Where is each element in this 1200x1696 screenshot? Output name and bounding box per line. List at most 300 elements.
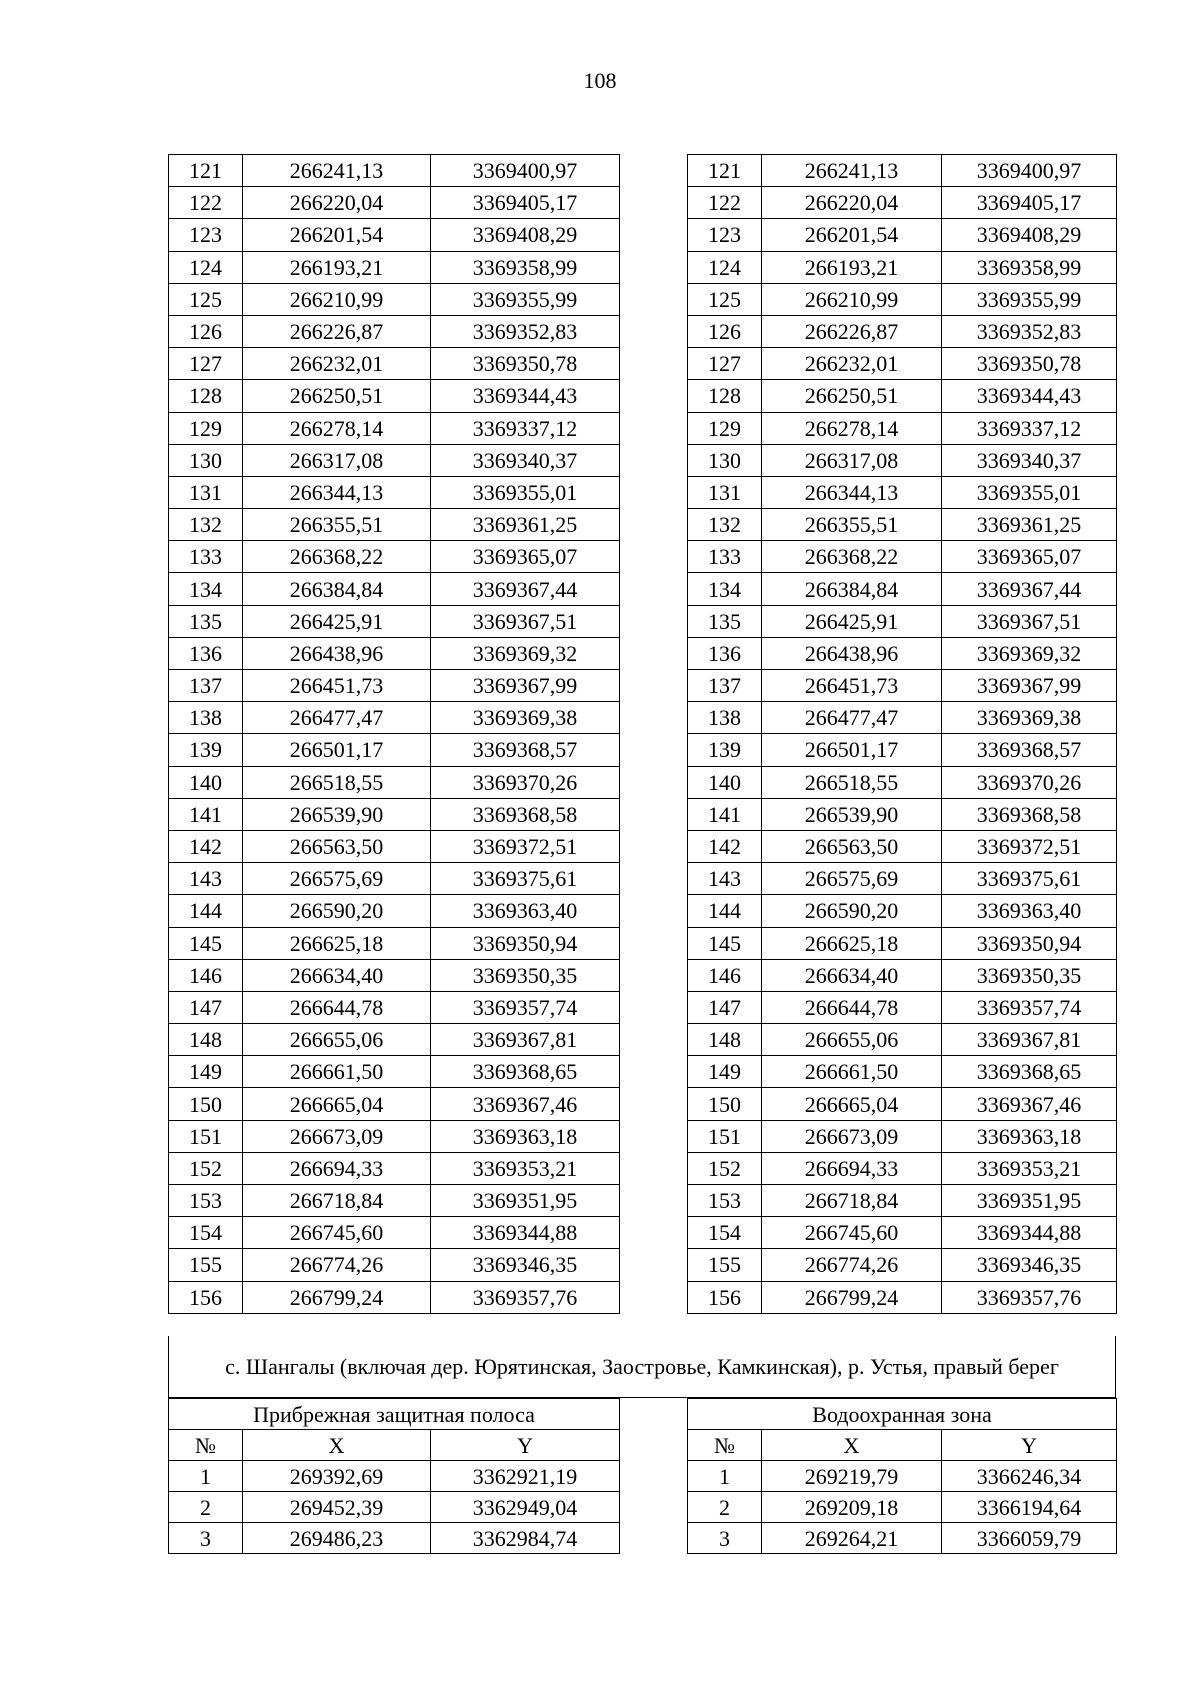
water-protection-zone-table (687, 1398, 1117, 1554)
coastal-cell-y: 3369363,18 (431, 1120, 620, 1152)
coastal-cell-number: 142 (169, 830, 243, 862)
table-row (169, 348, 1117, 380)
coastal-cell-x: 266661,50 (243, 1056, 431, 1088)
water-cell-y: 3369358,99 (942, 251, 1117, 283)
water-cell-x: 266278,14 (762, 412, 942, 444)
column-gap (620, 412, 688, 444)
coastal-cell-number: 128 (169, 380, 243, 412)
water-cell-number: 125 (688, 283, 762, 315)
coastal-cell-number: 130 (169, 444, 243, 476)
coastal-cell-number: 127 (169, 348, 243, 380)
coastal-cell-x: 266226,87 (243, 315, 431, 347)
water-cell-number: 132 (688, 509, 762, 541)
column-gap (620, 283, 688, 315)
water-cell-number: 131 (688, 476, 762, 508)
table-row (169, 959, 1117, 991)
water-cell-number: 156 (688, 1281, 762, 1313)
coastal-protection-strip-table (168, 1398, 620, 1554)
coastal-cell-x: 266368,22 (243, 541, 431, 573)
coastal-cell-y: 3369353,21 (431, 1152, 620, 1184)
table-row (688, 1492, 1117, 1523)
coastal-cell-x: 266193,21 (243, 251, 431, 283)
water-cell-y: 3369351,95 (942, 1185, 1117, 1217)
coastal-cell-x: 266384,84 (243, 573, 431, 605)
water-cell-y: 3369367,51 (942, 605, 1117, 637)
coastal-cell-y: 3369367,99 (431, 670, 620, 702)
water-cell-number: 137 (688, 670, 762, 702)
water-cell-y: 3369408,29 (942, 219, 1117, 251)
water-cell-number: 152 (688, 1152, 762, 1184)
cell-x: 269392,69 (243, 1461, 431, 1492)
water-header-x: X (762, 1430, 942, 1461)
coastal-cell-y: 3369365,07 (431, 541, 620, 573)
coastal-cell-y: 3369375,61 (431, 863, 620, 895)
table-row (169, 541, 1117, 573)
coastal-cell-y: 3369370,26 (431, 766, 620, 798)
coastal-cell-number: 144 (169, 895, 243, 927)
water-cell-number: 155 (688, 1249, 762, 1281)
coastal-cell-x: 266655,06 (243, 1024, 431, 1056)
table-row (169, 380, 1117, 412)
water-cell-x: 266250,51 (762, 380, 942, 412)
coastal-cell-y: 3369344,88 (431, 1217, 620, 1249)
water-cell-number: 124 (688, 251, 762, 283)
table-row (169, 1056, 1117, 1088)
water-cell-number: 138 (688, 702, 762, 734)
coastal-cell-x: 266799,24 (243, 1281, 431, 1313)
coastal-cell-y: 3369344,43 (431, 380, 620, 412)
coastal-cell-x: 266718,84 (243, 1185, 431, 1217)
water-cell-x: 266384,84 (762, 573, 942, 605)
column-gap (620, 1217, 688, 1249)
column-gap (620, 830, 688, 862)
table-row (169, 1281, 1117, 1313)
coastal-cell-number: 121 (169, 155, 243, 187)
water-cell-y: 3369337,12 (942, 412, 1117, 444)
cell-number: 2 (169, 1492, 243, 1523)
coastal-cell-number: 148 (169, 1024, 243, 1056)
water-cell-y: 3369350,78 (942, 348, 1117, 380)
cell-number: 2 (688, 1492, 762, 1523)
water-cell-y: 3369355,01 (942, 476, 1117, 508)
coastal-cell-y: 3369350,35 (431, 959, 620, 991)
coastal-cell-number: 138 (169, 702, 243, 734)
water-cell-y: 3369369,38 (942, 702, 1117, 734)
coastal-cell-y: 3369352,83 (431, 315, 620, 347)
water-cell-number: 122 (688, 187, 762, 219)
cell-y: 3366194,64 (942, 1492, 1117, 1523)
water-cell-number: 148 (688, 1024, 762, 1056)
table-row (169, 573, 1117, 605)
column-gap (620, 863, 688, 895)
water-cell-y: 3369357,76 (942, 1281, 1117, 1313)
coastal-cell-x: 266590,20 (243, 895, 431, 927)
column-gap (620, 1024, 688, 1056)
coastal-cell-number: 131 (169, 476, 243, 508)
column-gap (620, 927, 688, 959)
table-row (169, 734, 1117, 766)
coastal-cell-x: 266539,90 (243, 798, 431, 830)
cell-y: 3366059,79 (942, 1523, 1117, 1554)
water-cell-x: 266774,26 (762, 1249, 942, 1281)
coastal-cell-y: 3369405,17 (431, 187, 620, 219)
water-cell-y: 3369370,26 (942, 766, 1117, 798)
table-row (169, 187, 1117, 219)
column-gap (620, 991, 688, 1023)
coastal-header-y: Y (431, 1430, 620, 1461)
table-row (169, 509, 1117, 541)
coastal-cell-x: 266355,51 (243, 509, 431, 541)
coastal-cell-x: 266210,99 (243, 283, 431, 315)
water-cell-number: 128 (688, 380, 762, 412)
water-cell-x: 266201,54 (762, 219, 942, 251)
table-row (169, 702, 1117, 734)
water-cell-y: 3369344,43 (942, 380, 1117, 412)
column-gap (620, 895, 688, 927)
coastal-cell-y: 3369367,81 (431, 1024, 620, 1056)
water-cell-number: 136 (688, 637, 762, 669)
table-row (169, 1249, 1117, 1281)
coastal-cell-number: 122 (169, 187, 243, 219)
table-row (169, 1152, 1117, 1184)
coastal-cell-number: 143 (169, 863, 243, 895)
water-cell-number: 147 (688, 991, 762, 1023)
water-cell-x: 266718,84 (762, 1185, 942, 1217)
water-cell-number: 139 (688, 734, 762, 766)
water-cell-x: 266745,60 (762, 1217, 942, 1249)
coastal-cell-x: 266317,08 (243, 444, 431, 476)
cell-x: 269219,79 (762, 1461, 942, 1492)
column-gap (620, 444, 688, 476)
column-gap (620, 734, 688, 766)
water-cell-number: 153 (688, 1185, 762, 1217)
water-cell-number: 127 (688, 348, 762, 380)
column-gap (620, 959, 688, 991)
coastal-cell-y: 3369350,94 (431, 927, 620, 959)
table-row (688, 1461, 1117, 1492)
water-cell-number: 140 (688, 766, 762, 798)
coastal-cell-number: 154 (169, 1217, 243, 1249)
water-cell-number: 144 (688, 895, 762, 927)
table-row (169, 283, 1117, 315)
coastal-cell-x: 266451,73 (243, 670, 431, 702)
water-cell-number: 141 (688, 798, 762, 830)
column-gap (620, 605, 688, 637)
cell-y: 3362921,19 (431, 1461, 620, 1492)
table-row (169, 444, 1117, 476)
coastal-cell-y: 3369367,51 (431, 605, 620, 637)
table-row (169, 798, 1117, 830)
coastal-cell-x: 266625,18 (243, 927, 431, 959)
water-cell-x: 266226,87 (762, 315, 942, 347)
water-cell-number: 146 (688, 959, 762, 991)
coastal-cell-y: 3369355,01 (431, 476, 620, 508)
column-gap (620, 251, 688, 283)
water-cell-x: 266317,08 (762, 444, 942, 476)
water-cell-x: 266799,24 (762, 1281, 942, 1313)
water-cell-number: 142 (688, 830, 762, 862)
water-cell-x: 266425,91 (762, 605, 942, 637)
coastal-cell-y: 3369363,40 (431, 895, 620, 927)
water-cell-y: 3369405,17 (942, 187, 1117, 219)
coastal-cell-number: 135 (169, 605, 243, 637)
column-gap (620, 219, 688, 251)
water-cell-number: 149 (688, 1056, 762, 1088)
water-cell-y: 3369368,65 (942, 1056, 1117, 1088)
table-row (169, 251, 1117, 283)
water-cell-x: 266210,99 (762, 283, 942, 315)
column-gap (620, 766, 688, 798)
cell-number: 1 (688, 1461, 762, 1492)
water-cell-number: 126 (688, 315, 762, 347)
water-cell-y: 3369375,61 (942, 863, 1117, 895)
water-cell-y: 3369346,35 (942, 1249, 1117, 1281)
coastal-cell-x: 266241,13 (243, 155, 431, 187)
coastal-cell-y: 3369351,95 (431, 1185, 620, 1217)
table-row (169, 830, 1117, 862)
water-cell-number: 135 (688, 605, 762, 637)
water-cell-y: 3369367,46 (942, 1088, 1117, 1120)
coastal-cell-number: 145 (169, 927, 243, 959)
coastal-cell-number: 156 (169, 1281, 243, 1313)
column-gap (620, 509, 688, 541)
coastal-cell-x: 266673,09 (243, 1120, 431, 1152)
coastal-cell-x: 266250,51 (243, 380, 431, 412)
water-cell-x: 266625,18 (762, 927, 942, 959)
page-number: 108 (583, 68, 617, 93)
coastal-table-title: Прибрежная защитная полоса (169, 1399, 620, 1430)
coastal-cell-y: 3369367,46 (431, 1088, 620, 1120)
coastal-cell-x: 266344,13 (243, 476, 431, 508)
water-cell-x: 266438,96 (762, 637, 942, 669)
water-cell-number: 123 (688, 219, 762, 251)
water-cell-x: 266539,90 (762, 798, 942, 830)
water-table-title: Водоохранная зона (688, 1399, 1117, 1430)
column-gap (620, 670, 688, 702)
cell-number: 3 (688, 1523, 762, 1554)
coastal-cell-y: 3369372,51 (431, 830, 620, 862)
water-cell-y: 3369368,57 (942, 734, 1117, 766)
table-row (169, 605, 1117, 637)
water-cell-x: 266655,06 (762, 1024, 942, 1056)
water-cell-y: 3369340,37 (942, 444, 1117, 476)
coastal-cell-y: 3369361,25 (431, 509, 620, 541)
table-row (169, 155, 1117, 187)
column-gap (620, 1120, 688, 1152)
coastal-cell-y: 3369368,58 (431, 798, 620, 830)
column-gap (620, 1249, 688, 1281)
coastal-cell-y: 3369369,32 (431, 637, 620, 669)
coastal-cell-x: 266563,50 (243, 830, 431, 862)
water-cell-number: 134 (688, 573, 762, 605)
water-cell-y: 3369367,44 (942, 573, 1117, 605)
table-row (169, 1523, 620, 1554)
cell-number: 1 (169, 1461, 243, 1492)
coastal-cell-x: 266634,40 (243, 959, 431, 991)
table-row (169, 637, 1117, 669)
water-cell-y: 3369355,99 (942, 283, 1117, 315)
coastal-cell-number: 133 (169, 541, 243, 573)
coastal-cell-number: 153 (169, 1185, 243, 1217)
water-cell-y: 3369372,51 (942, 830, 1117, 862)
coastal-cell-number: 140 (169, 766, 243, 798)
coastal-cell-y: 3369367,44 (431, 573, 620, 605)
coastal-cell-number: 136 (169, 637, 243, 669)
coastal-cell-x: 266220,04 (243, 187, 431, 219)
water-cell-y: 3369353,21 (942, 1152, 1117, 1184)
water-cell-x: 266241,13 (762, 155, 942, 187)
water-cell-number: 143 (688, 863, 762, 895)
water-cell-y: 3369367,99 (942, 670, 1117, 702)
cell-y: 3362984,74 (431, 1523, 620, 1554)
table-row (169, 315, 1117, 347)
water-cell-y: 3369352,83 (942, 315, 1117, 347)
column-gap (620, 380, 688, 412)
water-cell-x: 266590,20 (762, 895, 942, 927)
water-cell-number: 130 (688, 444, 762, 476)
coastal-cell-y: 3369355,99 (431, 283, 620, 315)
table-row (169, 476, 1117, 508)
water-cell-y: 3369361,25 (942, 509, 1117, 541)
water-cell-x: 266451,73 (762, 670, 942, 702)
water-cell-number: 154 (688, 1217, 762, 1249)
water-cell-y: 3369357,74 (942, 991, 1117, 1023)
table-row (169, 1185, 1117, 1217)
water-cell-y: 3369363,18 (942, 1120, 1117, 1152)
coastal-cell-y: 3369400,97 (431, 155, 620, 187)
table-row (169, 1492, 620, 1523)
coastal-cell-y: 3369368,57 (431, 734, 620, 766)
column-gap (620, 1185, 688, 1217)
water-cell-y: 3369367,81 (942, 1024, 1117, 1056)
coastal-cell-x: 266745,60 (243, 1217, 431, 1249)
water-cell-number: 121 (688, 155, 762, 187)
table-row (169, 1461, 620, 1492)
coastal-cell-y: 3369369,38 (431, 702, 620, 734)
water-cell-x: 266355,51 (762, 509, 942, 541)
table-row (169, 219, 1117, 251)
table-row (169, 1088, 1117, 1120)
water-cell-number: 133 (688, 541, 762, 573)
column-gap (620, 348, 688, 380)
coastal-cell-x: 266644,78 (243, 991, 431, 1023)
coastal-cell-y: 3369357,76 (431, 1281, 620, 1313)
table-row (169, 927, 1117, 959)
coastal-cell-y: 3369340,37 (431, 444, 620, 476)
coastal-cell-x: 266665,04 (243, 1088, 431, 1120)
coastal-cell-number: 151 (169, 1120, 243, 1152)
table-row (169, 895, 1117, 927)
table-row (169, 1024, 1117, 1056)
table-row (688, 1523, 1117, 1554)
water-cell-y: 3369344,88 (942, 1217, 1117, 1249)
water-cell-x: 266634,40 (762, 959, 942, 991)
table-row (169, 991, 1117, 1023)
coastal-cell-number: 125 (169, 283, 243, 315)
coastal-cell-x: 266278,14 (243, 412, 431, 444)
water-header-y: Y (942, 1430, 1117, 1461)
column-gap (620, 1281, 688, 1313)
column-gap (620, 798, 688, 830)
coastal-header-number: № (169, 1430, 243, 1461)
coastal-cell-x: 266518,55 (243, 766, 431, 798)
cell-y: 3362949,04 (431, 1492, 620, 1523)
coastal-cell-y: 3369368,65 (431, 1056, 620, 1088)
column-gap (620, 573, 688, 605)
water-cell-y: 3369350,35 (942, 959, 1117, 991)
table-row (169, 766, 1117, 798)
water-cell-x: 266563,50 (762, 830, 942, 862)
water-cell-x: 266477,47 (762, 702, 942, 734)
coastal-cell-number: 123 (169, 219, 243, 251)
column-gap (620, 476, 688, 508)
coastal-cell-number: 126 (169, 315, 243, 347)
coastal-cell-number: 141 (169, 798, 243, 830)
table-row (169, 1120, 1117, 1152)
column-gap (620, 187, 688, 219)
water-cell-y: 3369363,40 (942, 895, 1117, 927)
coastal-cell-number: 152 (169, 1152, 243, 1184)
coastal-cell-number: 150 (169, 1088, 243, 1120)
column-gap (620, 1152, 688, 1184)
table-row (169, 1217, 1117, 1249)
cell-x: 269264,21 (762, 1523, 942, 1554)
water-cell-x: 266232,01 (762, 348, 942, 380)
water-cell-y: 3369350,94 (942, 927, 1117, 959)
coastal-cell-number: 146 (169, 959, 243, 991)
water-cell-x: 266575,69 (762, 863, 942, 895)
cell-y: 3366246,34 (942, 1461, 1117, 1492)
coastal-cell-y: 3369408,29 (431, 219, 620, 251)
coastal-cell-y: 3369346,35 (431, 1249, 620, 1281)
column-gap (620, 315, 688, 347)
section-caption: с. Шангалы (включая дер. Юрятинская, Заостровье, Камкинская), р. Устья, правый берег (168, 1336, 1116, 1398)
water-cell-y: 3369369,32 (942, 637, 1117, 669)
coastal-cell-x: 266232,01 (243, 348, 431, 380)
coastal-cell-y: 3369357,74 (431, 991, 620, 1023)
cell-x: 269209,18 (762, 1492, 942, 1523)
water-cell-x: 266501,17 (762, 734, 942, 766)
coastal-cell-x: 266774,26 (243, 1249, 431, 1281)
coastal-cell-y: 3369350,78 (431, 348, 620, 380)
coastal-cell-x: 266425,91 (243, 605, 431, 637)
water-cell-x: 266518,55 (762, 766, 942, 798)
water-cell-number: 151 (688, 1120, 762, 1152)
coastal-cell-y: 3369337,12 (431, 412, 620, 444)
cell-x: 269452,39 (243, 1492, 431, 1523)
column-gap (620, 155, 688, 187)
coastal-cell-number: 134 (169, 573, 243, 605)
water-cell-x: 266344,13 (762, 476, 942, 508)
cell-number: 3 (169, 1523, 243, 1554)
cell-x: 269486,23 (243, 1523, 431, 1554)
coastal-cell-number: 139 (169, 734, 243, 766)
coastal-cell-x: 266694,33 (243, 1152, 431, 1184)
water-cell-x: 266665,04 (762, 1088, 942, 1120)
column-gap (620, 1056, 688, 1088)
coastal-cell-x: 266575,69 (243, 863, 431, 895)
water-cell-number: 145 (688, 927, 762, 959)
water-cell-x: 266694,33 (762, 1152, 942, 1184)
water-cell-number: 150 (688, 1088, 762, 1120)
coastal-cell-x: 266501,17 (243, 734, 431, 766)
coastal-cell-number: 124 (169, 251, 243, 283)
table-row (169, 670, 1117, 702)
water-cell-number: 129 (688, 412, 762, 444)
table-row (169, 863, 1117, 895)
coastal-cell-x: 266201,54 (243, 219, 431, 251)
column-gap (620, 702, 688, 734)
